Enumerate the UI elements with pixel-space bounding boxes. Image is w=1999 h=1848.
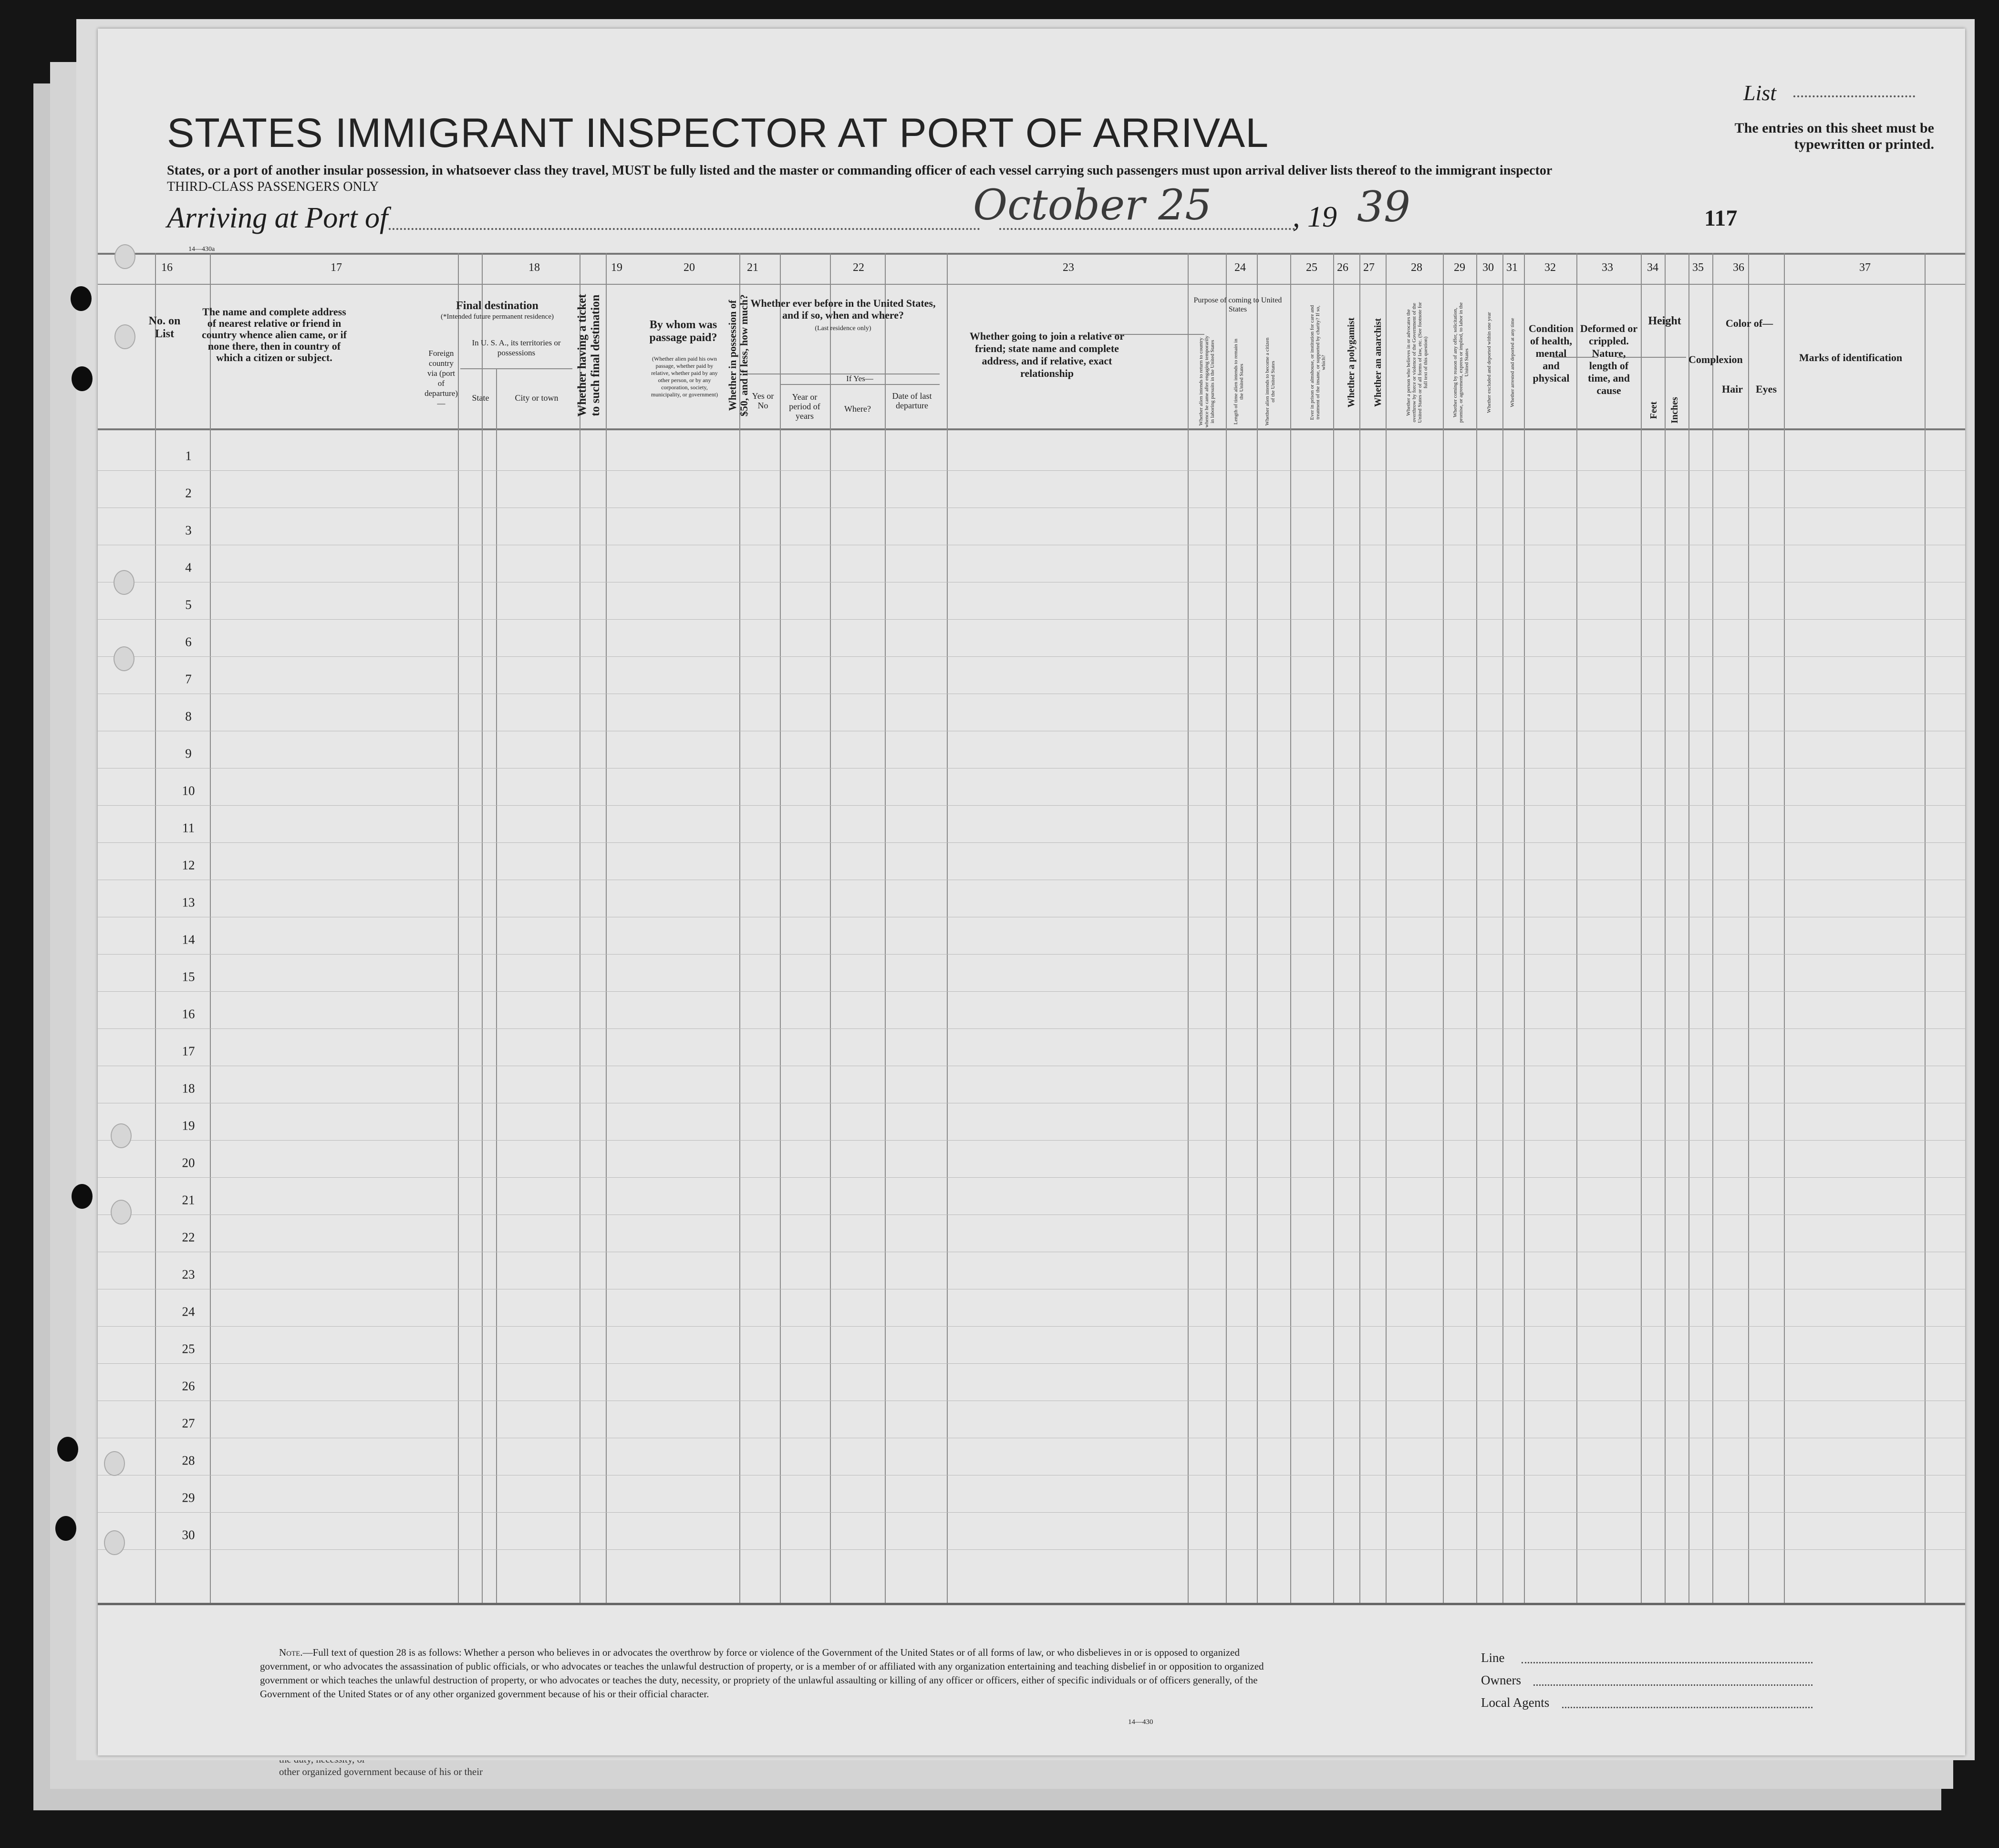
row-number: 30 — [182, 1527, 195, 1542]
header-final-destination: Final destination — [456, 300, 539, 312]
row-number: 10 — [182, 783, 195, 798]
row-number: 13 — [182, 895, 195, 910]
sub-column-rule — [1257, 334, 1258, 1603]
header-ticket: Whether having a ticket to such final destination — [576, 294, 602, 417]
header-joining-relative: Whether going to join a relative or friend; state name and complete address, and if relative, exact relationship — [969, 330, 1125, 379]
table-top-rule — [98, 253, 1965, 255]
column-number: 33 — [1602, 261, 1613, 274]
row-number: 18 — [182, 1081, 195, 1096]
header-year-period: Year or period of years — [789, 392, 820, 421]
row-number: 8 — [185, 709, 192, 724]
reinforced-hole — [114, 646, 135, 671]
row-number: 14 — [182, 932, 195, 947]
column-number: 24 — [1234, 261, 1246, 274]
column-number: 19 — [611, 261, 622, 274]
line-label: Line — [1481, 1651, 1505, 1665]
header-last-residence: (Last residence only) — [815, 325, 871, 332]
column-number: 16 — [161, 261, 173, 274]
row-number: 12 — [182, 858, 195, 872]
row-number: 26 — [182, 1379, 195, 1393]
form-code-bottom: 14—430 — [1128, 1718, 1153, 1726]
header-purpose: Purpose of coming to United States — [1193, 296, 1282, 313]
header-inches: Inches — [1669, 397, 1680, 424]
row-rule — [98, 656, 1965, 657]
column-number: 37 — [1859, 261, 1871, 274]
header-prison: Ever in prison or almshouse, or institution for care and treatment of the insane, or supported by charity? If so, which? — [1309, 305, 1326, 420]
header-purpose-length: Length of time alien intends to remain in the United States — [1233, 339, 1244, 425]
subtitle-line-2: THIRD-CLASS PASSENGERS ONLY — [167, 179, 379, 194]
sub-column-rule — [885, 384, 886, 1603]
row-number: 20 — [182, 1155, 195, 1170]
reinforced-hole — [114, 570, 135, 595]
handwritten-date: October 25 — [973, 180, 1212, 229]
punch-hole — [71, 286, 92, 311]
form-code-top: 14—430a — [188, 246, 215, 253]
header-hair: Hair — [1722, 383, 1743, 395]
header-city: City or town — [515, 393, 559, 403]
row-number: 11 — [182, 820, 195, 835]
column-number: 21 — [747, 261, 758, 274]
reinforced-hole — [111, 1200, 132, 1225]
reinforced-hole — [114, 324, 135, 349]
manifest-table — [98, 29, 1965, 1755]
header-deformed: Deformed or crippled. Nature, length of time, and cause — [1580, 322, 1638, 396]
column-number: 23 — [1063, 261, 1074, 274]
row-rule — [98, 954, 1965, 955]
sub-column-rule — [496, 368, 497, 1603]
header-overthrow: Whether a person who believes in or advocates the overthrow by force or violence of the Government of the United States or of all forms of law, etc. (See footnote for full text of this question) — [1406, 302, 1429, 423]
arriving-label: Arriving at Port of — [167, 202, 388, 234]
column-number: 26 — [1337, 261, 1348, 274]
header-contract-labor: Whether coming by reason of any offer, solicitation, promise, or agreement, express or implied, to labor in the United States — [1452, 302, 1470, 423]
column-number: 32 — [1544, 261, 1556, 274]
handwritten-year: 39 — [1357, 182, 1410, 231]
owners-label: Owners — [1481, 1673, 1521, 1687]
row-number: 22 — [182, 1230, 195, 1245]
year-prefix: , 19 — [1293, 201, 1337, 233]
reinforced-hole — [104, 1530, 125, 1555]
row-rule — [98, 1177, 1965, 1178]
header-final-destination-note: (*Intended future permanent residence) — [441, 313, 554, 321]
header-if-yes: If Yes— — [846, 374, 873, 383]
column-number: 22 — [853, 261, 864, 274]
row-number: 9 — [185, 746, 192, 761]
header-date-departure: Date of last departure — [892, 391, 932, 410]
entries-note: The entries on this sheet must be typewritten or printed. — [1734, 120, 1934, 152]
manifest-sheet — [98, 29, 1965, 1755]
row-number: 19 — [182, 1118, 195, 1133]
row-number: 4 — [185, 560, 192, 575]
rule-c18-usa — [460, 368, 572, 369]
row-number: 1 — [185, 448, 192, 463]
header-bottom-rule — [98, 428, 1965, 430]
reinforced-hole — [111, 1123, 132, 1148]
row-number: 3 — [185, 523, 192, 538]
row-rule — [98, 842, 1965, 843]
header-no-on-list: No. on List — [148, 315, 181, 340]
header-color-of: Color of— — [1725, 317, 1773, 329]
footnote — [260, 1646, 1285, 1701]
column-number: 29 — [1454, 261, 1465, 274]
column-number: 35 — [1692, 261, 1704, 274]
column-number: 31 — [1506, 261, 1518, 274]
row-number: 15 — [182, 969, 195, 984]
row-rule — [98, 619, 1965, 620]
sub-column-rule — [830, 384, 831, 1603]
colnum-rule — [98, 284, 1965, 285]
row-number: 7 — [185, 672, 192, 686]
sub-column-rule — [1226, 334, 1227, 1603]
header-relative-address: The name and complete address of nearest relative or friend in country whence alien came, or if none there, then in country of which a citizen or subject. — [202, 306, 347, 363]
row-number: 2 — [185, 486, 192, 500]
row-rule — [98, 470, 1965, 471]
header-arrested: Whether arrested and deported at any time — [1510, 318, 1515, 407]
header-height: Height — [1648, 315, 1681, 327]
list-label: List — [1743, 81, 1777, 105]
header-polygamist: Whether a polygamist — [1346, 317, 1357, 408]
column-number: 17 — [331, 261, 342, 274]
sub-column-rule — [780, 384, 781, 1603]
header-health: Condition of health, mental and physical — [1528, 322, 1574, 384]
header-passage-paid: By whom was passage paid? — [649, 319, 717, 344]
row-number: 16 — [182, 1007, 195, 1021]
punch-hole — [57, 1437, 78, 1462]
header-ever-before: Whether ever before in the United States, and if so, when and where? — [750, 297, 936, 321]
subtitle-line-1: States, or a port of another insular possession, in whatsoever class they travel, MUST be fully listed and the master or commanding officer of each vessel carrying such passengers must upon arrival deliver lists thereof to the immigrant inspector — [167, 163, 1553, 178]
row-number: 28 — [182, 1453, 195, 1468]
page-title: STATES IMMIGRANT INSPECTOR AT PORT OF ARRIVAL — [167, 110, 1269, 156]
column-number: 20 — [684, 261, 695, 274]
column-number: 36 — [1733, 261, 1744, 274]
header-in-usa: In U. S. A., its territories or possessions — [472, 338, 561, 357]
underlying-text-2: other organized government because of his or their — [279, 1766, 483, 1777]
header-feet: Feet — [1648, 401, 1659, 419]
header-purpose-return: Whether alien intends to return to country whence he came after engaging temporarily in laboring pursuits in the United States — [1198, 335, 1215, 428]
row-rule — [98, 805, 1965, 806]
header-yes-or-no: Yes or No — [752, 391, 774, 410]
column-number: 25 — [1306, 261, 1317, 274]
row-number: 6 — [185, 634, 192, 649]
row-rule — [98, 1549, 1965, 1550]
reinforced-hole — [114, 244, 135, 269]
header-foreign-country: Foreign country via (port of departure)— — [425, 349, 458, 408]
row-number: 5 — [185, 597, 192, 612]
sheet-number: 117 — [1704, 206, 1738, 231]
row-number: 27 — [182, 1416, 195, 1431]
header-passage-paid-note: (Whether alien paid his own passage, whether paid by relative, whether paid by any other person, or by any corporation, society, municipality, or government) — [651, 355, 718, 398]
owners-field — [1533, 1684, 1813, 1686]
column-number: 18 — [528, 261, 540, 274]
reinforced-hole — [104, 1451, 125, 1476]
row-rule — [98, 1363, 1965, 1364]
punch-hole — [55, 1516, 76, 1541]
column-number: 30 — [1482, 261, 1494, 274]
row-number: 17 — [182, 1044, 195, 1059]
header-excluded: Whether excluded and deported within one year — [1486, 312, 1492, 413]
header-where: Where? — [844, 404, 871, 414]
row-rule — [98, 1326, 1965, 1327]
row-number: 23 — [182, 1267, 195, 1282]
row-rule — [98, 1028, 1965, 1029]
line-field — [1522, 1662, 1813, 1663]
rule-c22-ifyes — [780, 384, 940, 385]
row-number: 24 — [182, 1304, 195, 1319]
table-bottom-rule — [98, 1603, 1965, 1605]
header-eyes: Eyes — [1756, 383, 1777, 395]
header-anarchist: Whether an anarchist — [1373, 318, 1383, 407]
row-number: 29 — [182, 1490, 195, 1505]
column-number: 27 — [1363, 261, 1375, 274]
sub-column-rule — [1748, 357, 1749, 1603]
footnote-label: Note. — [279, 1647, 303, 1658]
row-number: 25 — [182, 1341, 195, 1356]
agents-field — [1562, 1707, 1813, 1708]
header-state: State — [472, 393, 489, 403]
sub-column-rule — [1665, 357, 1666, 1603]
footnote-text: —Full text of question 28 is as follows: Whether a person who believes in or advocates the overthrow by force or violence of the Government of the United States or of all forms of law, or who disbelieves in or is opposed to organized government, or who advocates the assassination of public officials, or who advocates or teaches the unlawful destruction of property, or is a member of or affiliated with any organization entertaining and teaching disbelief in or opposition to organized government or which teaches the unlawful destruction of property, or who advocates or teaches the duty, necessity, or propriety of the unlawful assaulting or killing of any officer or officers, either of specific individuals or of officers generally, of the Government of the United States or of any other organized government because of his or their official character. — [260, 1647, 1264, 1700]
header-complexion: Complexion — [1688, 353, 1743, 365]
column-number: 28 — [1411, 261, 1422, 274]
row-rule — [98, 991, 1965, 992]
header-fifty-dollars: Whether in possession of $50, and if less, how much? — [726, 294, 750, 417]
header-marks: Marks of identification — [1799, 352, 1903, 363]
row-rule — [98, 1140, 1965, 1141]
row-number: 21 — [182, 1193, 195, 1207]
punch-hole — [72, 366, 93, 391]
agents-label: Local Agents — [1481, 1695, 1550, 1710]
header-purpose-citizen: Whether alien intends to become a citizen of the United States — [1264, 337, 1276, 426]
punch-hole — [72, 1184, 93, 1209]
row-rule — [98, 1512, 1965, 1513]
column-number: 34 — [1647, 261, 1658, 274]
